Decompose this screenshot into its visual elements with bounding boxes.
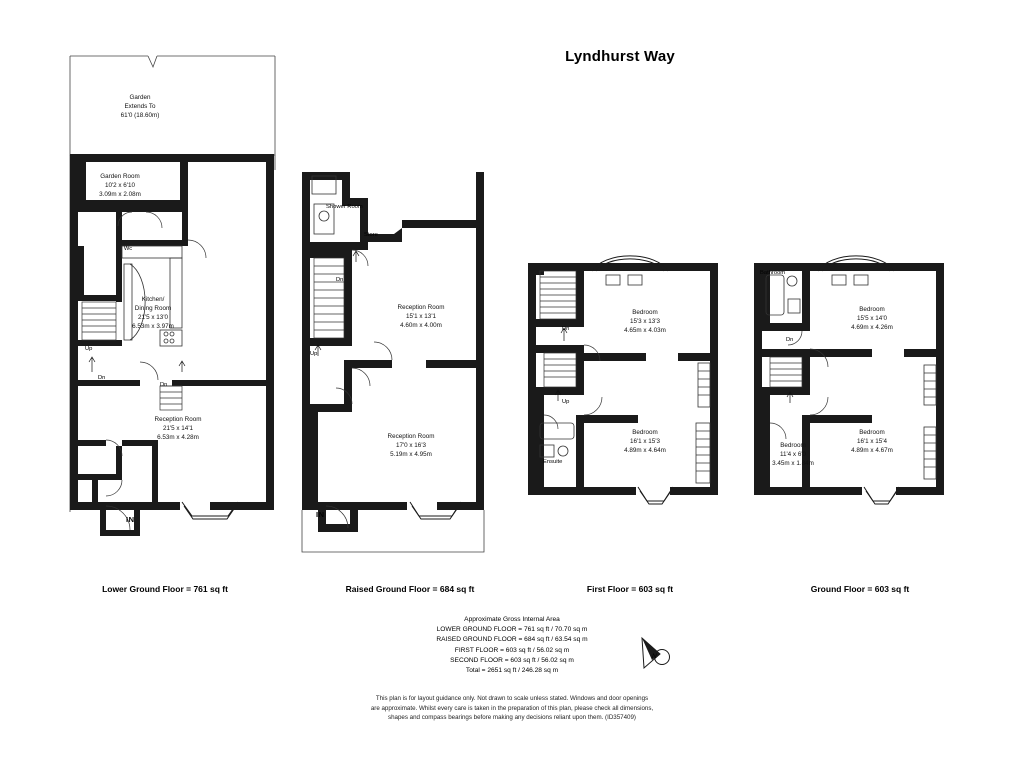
floor-caption-lower-ground: Lower Ground Floor = 761 sq ft — [102, 584, 228, 594]
compass-icon — [634, 630, 680, 674]
room-label-shower-room: Shower Room — [326, 204, 363, 210]
page-title: Lyndhurst Way — [565, 48, 675, 65]
compass-label: N — [652, 653, 657, 660]
room-label-bedroom-second-small: Bedroom 11'4 x 6'0 3.45m x 1.84m — [772, 442, 814, 468]
room-label-store: Store — [364, 232, 378, 238]
room-label-bathroom: Bathroom — [760, 270, 786, 276]
room-label-garden: Garden Extends To 61'0 (18.60m) — [120, 94, 160, 120]
area-summary-line: SECOND FLOOR = 603 sq ft / 56.02 sq m — [450, 656, 574, 664]
room-label-wc: Wc — [123, 246, 133, 252]
stair-label-up-first: Up — [562, 399, 570, 405]
entrance-label-lower: IN — [126, 515, 135, 524]
area-summary-line: Total = 2651 sq ft / 246.28 sq m — [465, 667, 559, 675]
area-summary-line: RAISED GROUND FLOOR = 684 sq ft / 63.54 sq m — [436, 636, 588, 644]
stair-label-dn-second: Dn — [786, 337, 794, 343]
stair-label-up-raised: Up — [310, 351, 318, 357]
room-label-bedroom-second-top: Bedroom 15'5 x 14'0 4.69m x 4.26m — [851, 306, 893, 332]
room-label-garden-room: Garden Room 10'2 x 6'10 3.09m x 2.08m — [99, 173, 141, 199]
raised-ground-floor-drawing — [292, 160, 512, 570]
disclaimer — [312, 694, 712, 723]
stair-label-dn-first: Dn — [562, 326, 570, 332]
entrance-label-raised: IN — [316, 510, 325, 519]
area-summary — [362, 615, 662, 676]
second-floor-drawing — [744, 245, 964, 520]
room-label-ensuite: Ensuite — [543, 459, 563, 465]
area-summary-heading: Approximate Gross Internal Area — [464, 616, 560, 623]
room-label-bedroom-first-top: Bedroom 15'3 x 13'3 4.65m x 4.03m — [624, 309, 666, 335]
room-label-kitchen-dining: Kitchen/ Dining Room 21'5 x 13'0 6.53m x 3.97m — [132, 296, 174, 331]
area-summary-line: LOWER GROUND FLOOR = 761 sq ft / 70.70 sq m — [436, 626, 588, 634]
disclaimer-line: This plan is for layout guidance only. Not drawn to scale unless stated. Windows and door openings — [375, 695, 649, 702]
stair-label-dn-raised: Dn — [336, 277, 344, 283]
room-label-reception-raised-lower: Reception Room 17'0 x 16'3 5.19m x 4.95m — [387, 433, 435, 459]
disclaimer-line: are approximate. Whilst every care is taken in the preparation of this plan, please check all dimensions, — [370, 704, 654, 712]
floor-caption-first: First Floor = 603 sq ft — [586, 584, 674, 594]
disclaimer-line: shapes and compass bearings before making any decisions reliant upon them. (ID357409) — [388, 714, 636, 722]
stair-label-up-lower: Up — [85, 346, 93, 352]
room-label-bedroom-second-bottom: Bedroom 16'1 x 15'4 4.89m x 4.67m — [851, 429, 893, 455]
room-label-reception-lower: Reception Room 21'5 x 14'1 6.53m x 4.28m — [154, 416, 202, 442]
area-summary-line: FIRST FLOOR = 603 sq ft / 56.02 sq m — [454, 646, 570, 654]
room-label-bedroom-first-bottom: Bedroom 16'1 x 15'3 4.89m x 4.64m — [624, 429, 666, 455]
room-label-reception-raised-upper: Reception Room 15'1 x 13'1 4.60m x 4.00m — [397, 304, 445, 330]
floor-caption-raised-ground: Raised Ground Floor = 684 sq ft — [345, 584, 475, 594]
floor-caption-ground: Ground Floor = 603 sq ft — [810, 584, 910, 594]
stair-label-dn-lower-1: Dn — [98, 375, 106, 381]
first-floor-drawing — [518, 245, 738, 520]
stair-label-dn-lower-2: Dn — [160, 382, 168, 388]
